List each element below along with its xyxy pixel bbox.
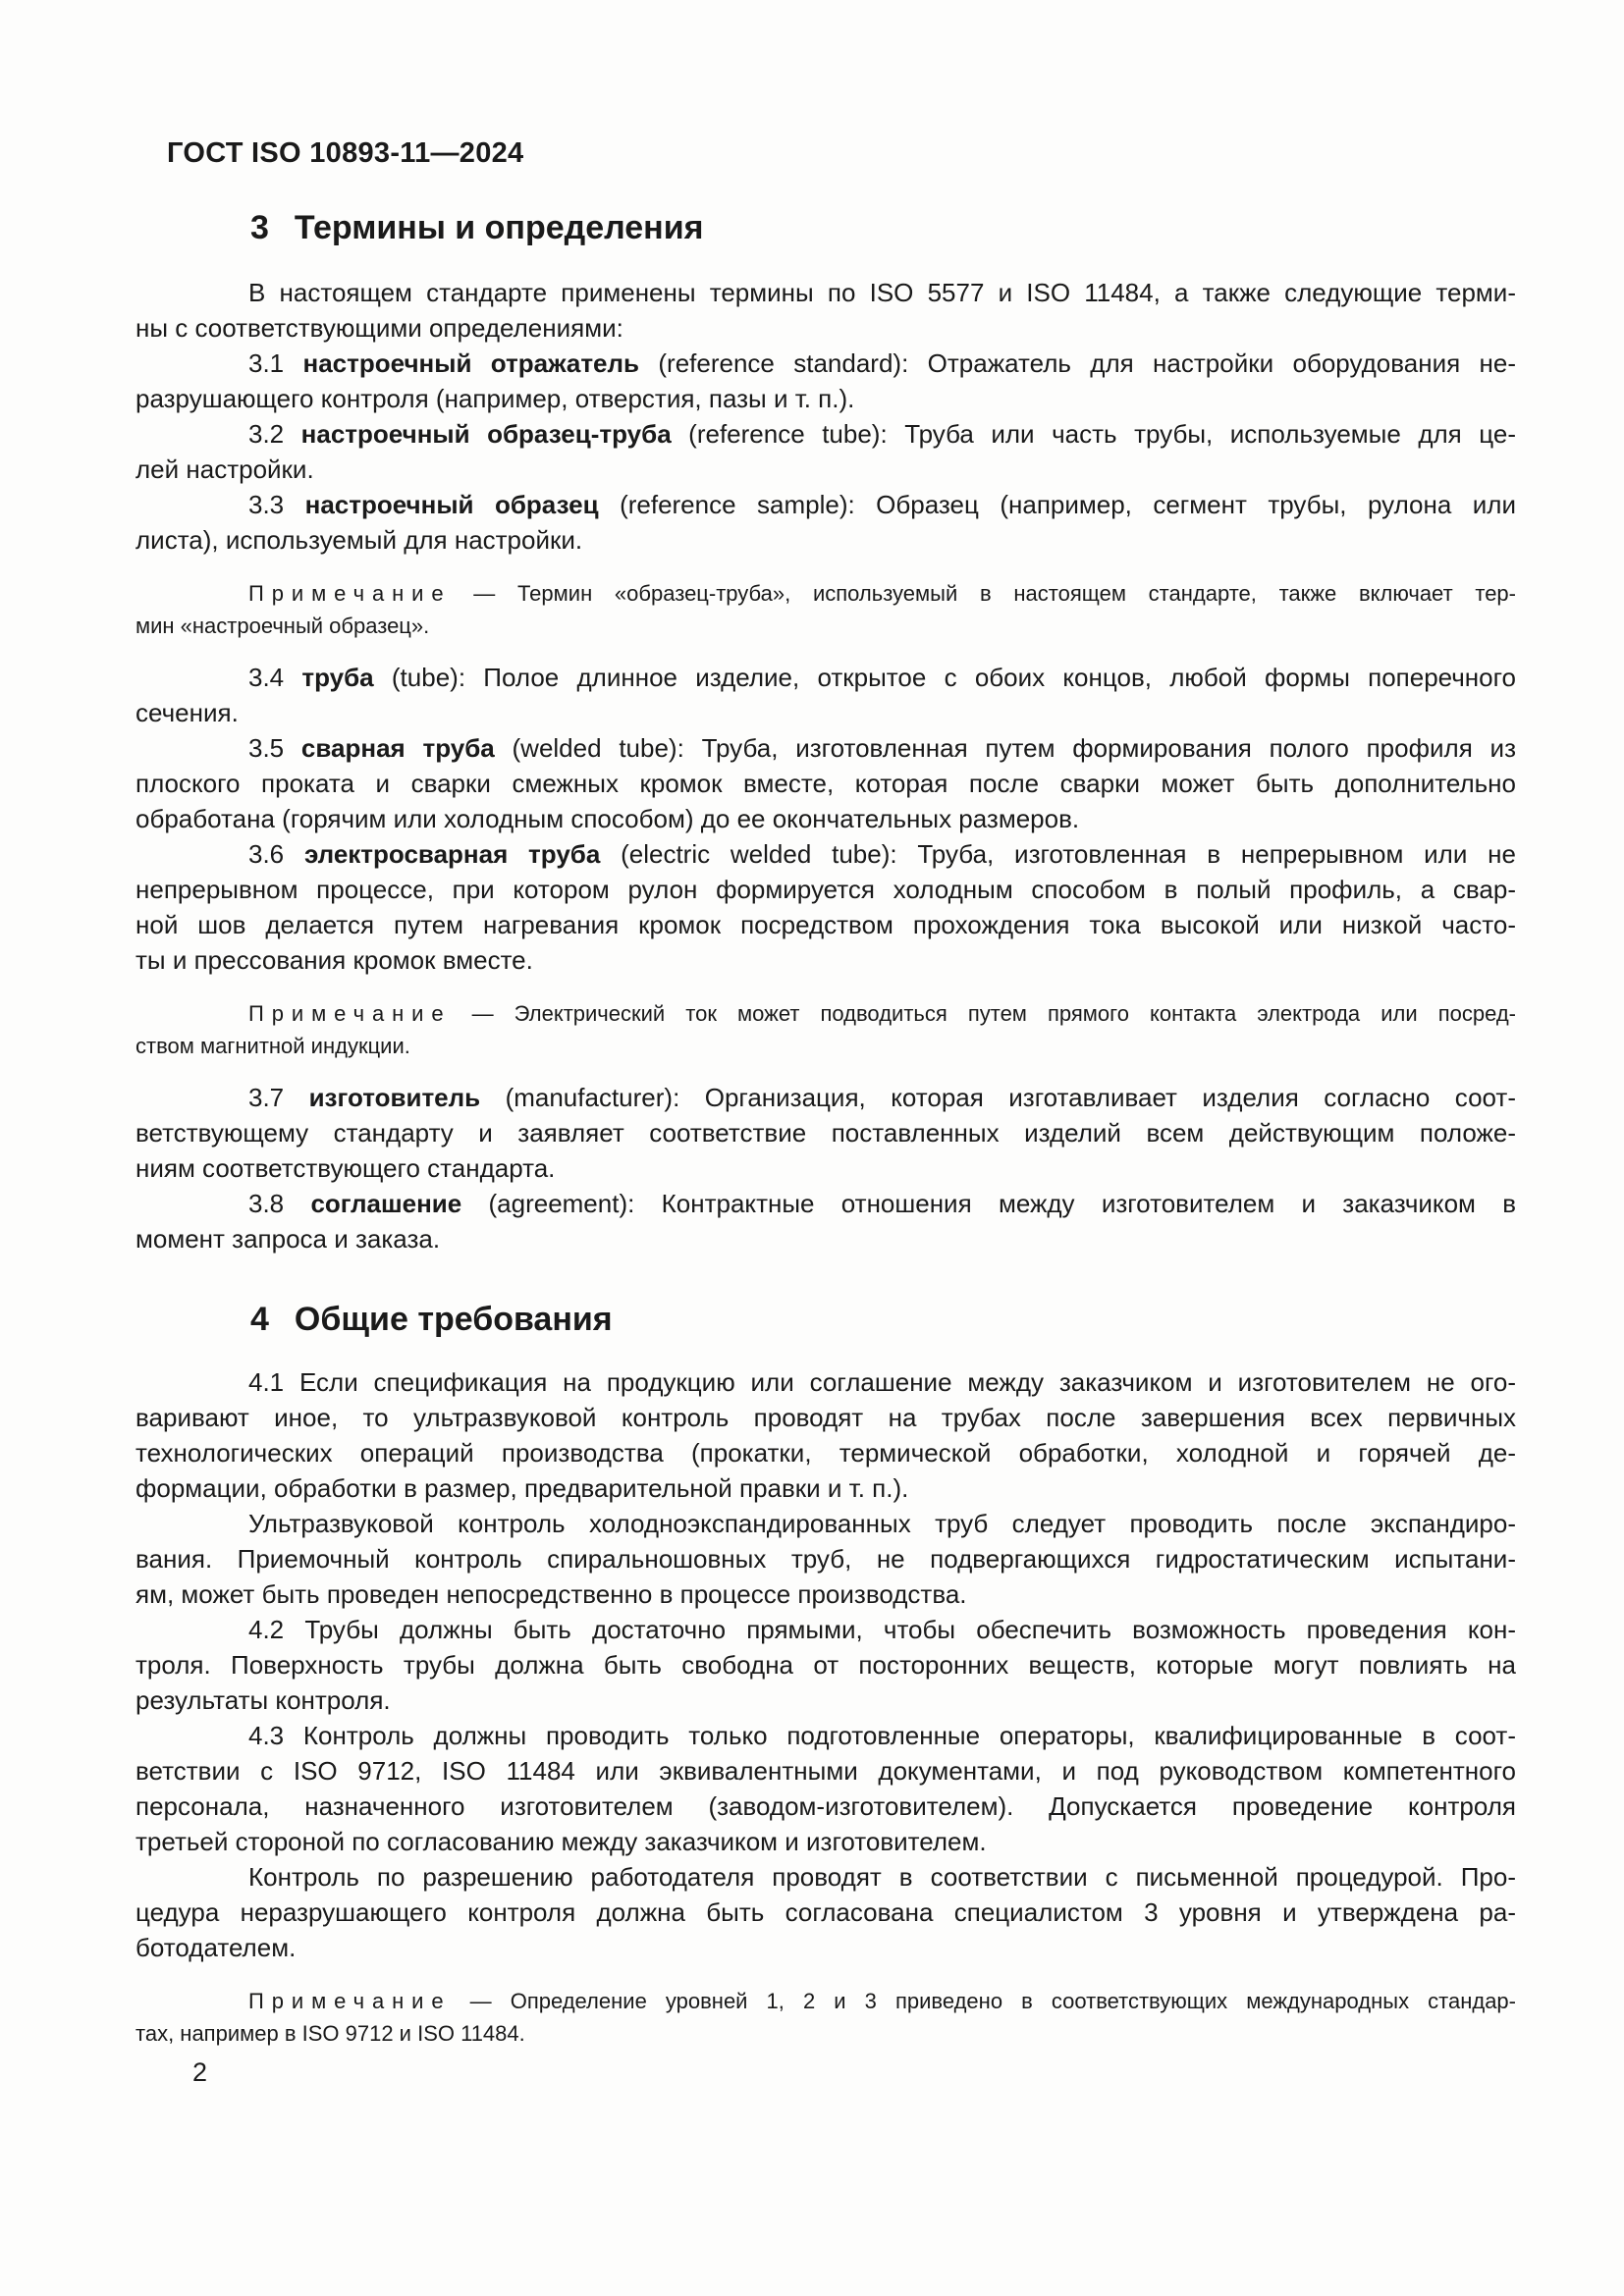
text-line [135, 872, 1516, 907]
note-paragraph [135, 577, 1516, 642]
section-heading [250, 1298, 1516, 1341]
text-run: 3.7 [248, 1083, 309, 1112]
text-line [135, 381, 1516, 416]
text-line [135, 1470, 1516, 1506]
paragraph [135, 416, 1516, 487]
text-line [135, 1115, 1516, 1150]
paragraph [135, 1859, 1516, 1965]
text-run: Ультразвуковой контроль холодноэкспандированных труб следует проводить после экспандиро- [248, 1509, 1516, 1538]
text-line [135, 1364, 1516, 1400]
text-run: ты и прессования кромок вместе. [135, 945, 533, 975]
text-line [135, 1080, 1516, 1115]
text-line [135, 1030, 1516, 1062]
section-title: Термины и определения [294, 209, 704, 246]
text-line [135, 942, 1516, 978]
paragraph [135, 1364, 1516, 1506]
paragraph [135, 1612, 1516, 1718]
text-run: ветствующему стандарту и заявляет соответствие поставленных изделий всем действующим положе- [135, 1118, 1516, 1148]
text-line [135, 1718, 1516, 1753]
text-line [135, 346, 1516, 381]
text-run: ной шов делается путем нагревания кромок посредством прохождения тока высокой или низкой часто- [135, 910, 1516, 939]
text-run: 3.8 [248, 1189, 311, 1218]
section-number: 3 [250, 209, 269, 246]
text-run: непрерывном процессе, при котором рулон формируется холодным способом в полый профиль, а свар- [135, 875, 1516, 904]
text-run: (reference sample): Образец (например, сегмент трубы, рулона или [598, 490, 1516, 519]
text-line [135, 610, 1516, 642]
text-run: разрушающего контроля (например, отверстия, пазы и т. п.). [135, 384, 855, 413]
text-run: (agreement): Контрактные отношения между изготовителем и заказчиком в [461, 1189, 1517, 1218]
text-line [135, 1895, 1516, 1930]
paragraph [135, 346, 1516, 416]
text-run: момент запроса и заказа. [135, 1224, 441, 1254]
text-run: — Определение уровней 1, 2 и 3 приведено в соответствующих международных стандар- [451, 1989, 1516, 2013]
text-line [135, 1150, 1516, 1186]
text-run: 3.2 [248, 419, 301, 449]
text-line [135, 766, 1516, 801]
term-bold: сварная труба [300, 733, 495, 763]
text-line [135, 487, 1516, 522]
paragraph [135, 1506, 1516, 1612]
text-line [135, 1753, 1516, 1789]
text-run: (welded tube): Труба, изготовленная путем формирования полого профиля из [494, 733, 1516, 763]
note-label: Примечание [248, 1001, 452, 1026]
text-run: результаты контроля. [135, 1685, 391, 1715]
text-line [135, 1506, 1516, 1541]
term-bold: труба [301, 663, 374, 692]
paragraph [135, 275, 1516, 346]
note-paragraph [135, 1985, 1516, 2050]
text-line [135, 1682, 1516, 1718]
text-run: 4.1 Если спецификация на продукцию или соглашение между заказчиком и изготовителем не ого- [248, 1367, 1516, 1397]
text-run: 3.6 [248, 839, 304, 869]
text-line [135, 1930, 1516, 1965]
text-run: (electric welded tube): Труба, изготовленная в непрерывном или не [600, 839, 1516, 869]
text-run: формации, обработки в размер, предварительной правки и т. п.). [135, 1473, 909, 1503]
text-run: 3.3 [248, 490, 305, 519]
text-run: вания. Приемочный контроль спиральношовных труб, не подвергающихся гидростатическим испытани- [135, 1544, 1516, 1574]
text-run: ством магнитной индукции. [135, 1034, 410, 1058]
page-number: 2 [192, 2057, 208, 2087]
text-run: (reference tube): Труба или часть трубы, используемые для це- [671, 419, 1516, 449]
text-run: Контроль по разрешению работодателя проводят в соответствии с письменной процедурой. Про- [248, 1862, 1516, 1892]
text-run: цедура неразрушающего контроля должна быть согласована специалистом 3 уровня и утверждена ра- [135, 1897, 1516, 1927]
text-line [135, 275, 1516, 310]
text-run: сечения. [135, 698, 239, 727]
note-label: Примечание [248, 1989, 452, 2013]
text-run: технологических операций производства (прокатки, термической обработки, холодной и горячей де- [135, 1438, 1516, 1468]
text-line [135, 1824, 1516, 1859]
text-line [135, 522, 1516, 558]
section-title: Общие требования [294, 1301, 613, 1338]
text-line [135, 1612, 1516, 1647]
text-run: плоского проката и сварки смежных кромок вместе, которая после сварки может быть дополнительно [135, 769, 1516, 798]
text-run: тах, например в ISO 9712 и ISO 11484. [135, 2021, 525, 2046]
text-line [135, 1789, 1516, 1824]
section-heading [250, 206, 1516, 249]
text-run: 3.4 [248, 663, 302, 692]
text-run: персонала, назначенного изготовителем (заводом-изготовителем). Допускается проведение контроля [135, 1791, 1516, 1821]
paragraph [135, 1186, 1516, 1256]
document-content [135, 206, 1516, 2067]
text-line [135, 907, 1516, 942]
text-line [135, 730, 1516, 766]
text-line [135, 1985, 1516, 2017]
text-line [135, 2017, 1516, 2050]
term-bold: изготовитель [308, 1083, 481, 1112]
text-run: мин «настроечный образец». [135, 614, 430, 638]
text-run: 4.3 Контроль должны проводить только подготовленные операторы, квалифицированные в соот- [248, 1721, 1516, 1750]
note-paragraph [135, 997, 1516, 1062]
section-number: 4 [250, 1301, 269, 1338]
text-run: 4.2 Трубы должны быть достаточно прямыми, чтобы обеспечить возможность проведения кон- [248, 1615, 1516, 1644]
text-run: листа), используемый для настройки. [135, 525, 583, 555]
text-line [135, 1435, 1516, 1470]
text-run: 3.5 [248, 733, 301, 763]
text-run: лей настройки. [135, 454, 314, 484]
text-run: ны с соответствующими определениями: [135, 313, 623, 343]
text-run: (manufacturer): Организация, которая изготавливает изделия согласно соот- [480, 1083, 1516, 1112]
term-bold: настроечный образец [304, 490, 599, 519]
text-run: обработана (горячим или холодным способом) до ее окончательных размеров. [135, 804, 1080, 833]
text-line [135, 1541, 1516, 1576]
paragraph [135, 487, 1516, 558]
text-line [135, 310, 1516, 346]
text-run: третьей стороной по согласованию между заказчиком и изготовителем. [135, 1827, 987, 1856]
term-bold: настроечный образец-труба [300, 419, 672, 449]
term-bold: электросварная труба [303, 839, 601, 869]
text-run: варивают иное, то ультразвуковой контроль проводят на трубах после завершения всех первичных [135, 1403, 1516, 1432]
text-line [135, 660, 1516, 695]
text-line [135, 801, 1516, 836]
text-run: ниям соответствующего стандарта. [135, 1153, 556, 1183]
text-line [135, 452, 1516, 487]
text-run: В настоящем стандарте применены термины по ISO 5577 и ISO 11484, а также следующие терми- [248, 278, 1516, 307]
text-line [135, 1221, 1516, 1256]
text-line [135, 577, 1516, 610]
text-line [135, 997, 1516, 1030]
text-run: (tube): Полое длинное изделие, открытое с обоих концов, любой формы поперечного [373, 663, 1516, 692]
text-run: 3.1 [248, 348, 303, 378]
text-run: ботодателем. [135, 1933, 297, 1962]
text-run: — Термин «образец-труба», используемый в настоящем стандарте, также включает тер- [451, 581, 1516, 606]
text-line [135, 695, 1516, 730]
paragraph [135, 730, 1516, 836]
term-bold: соглашение [310, 1189, 462, 1218]
note-label: Примечание [248, 581, 452, 606]
text-run: — Электрический ток может подводиться путем прямого контакта электрода или посред- [451, 1001, 1516, 1026]
paragraph [135, 660, 1516, 730]
text-run: ям, может быть проведен непосредственно в процессе производства. [135, 1579, 967, 1609]
paragraph [135, 1718, 1516, 1859]
paragraph [135, 836, 1516, 978]
paragraph [135, 1080, 1516, 1186]
text-line [135, 1647, 1516, 1682]
text-run: (reference standard): Отражатель для настройки оборудования не- [639, 348, 1517, 378]
text-line [135, 836, 1516, 872]
text-run: ветствии с ISO 9712, ISO 11484 или эквивалентными документами, и под руководством компетентного [135, 1756, 1516, 1786]
term-bold: настроечный отражатель [302, 348, 640, 378]
text-line [135, 1400, 1516, 1435]
text-line [135, 1859, 1516, 1895]
text-line [135, 1186, 1516, 1221]
text-line [135, 416, 1516, 452]
text-run: троля. Поверхность трубы должна быть свободна от посторонних веществ, которые могут повлиять на [135, 1650, 1516, 1680]
text-line [135, 1576, 1516, 1612]
running-header: ГОСТ ISO 10893-11—2024 [167, 137, 524, 169]
